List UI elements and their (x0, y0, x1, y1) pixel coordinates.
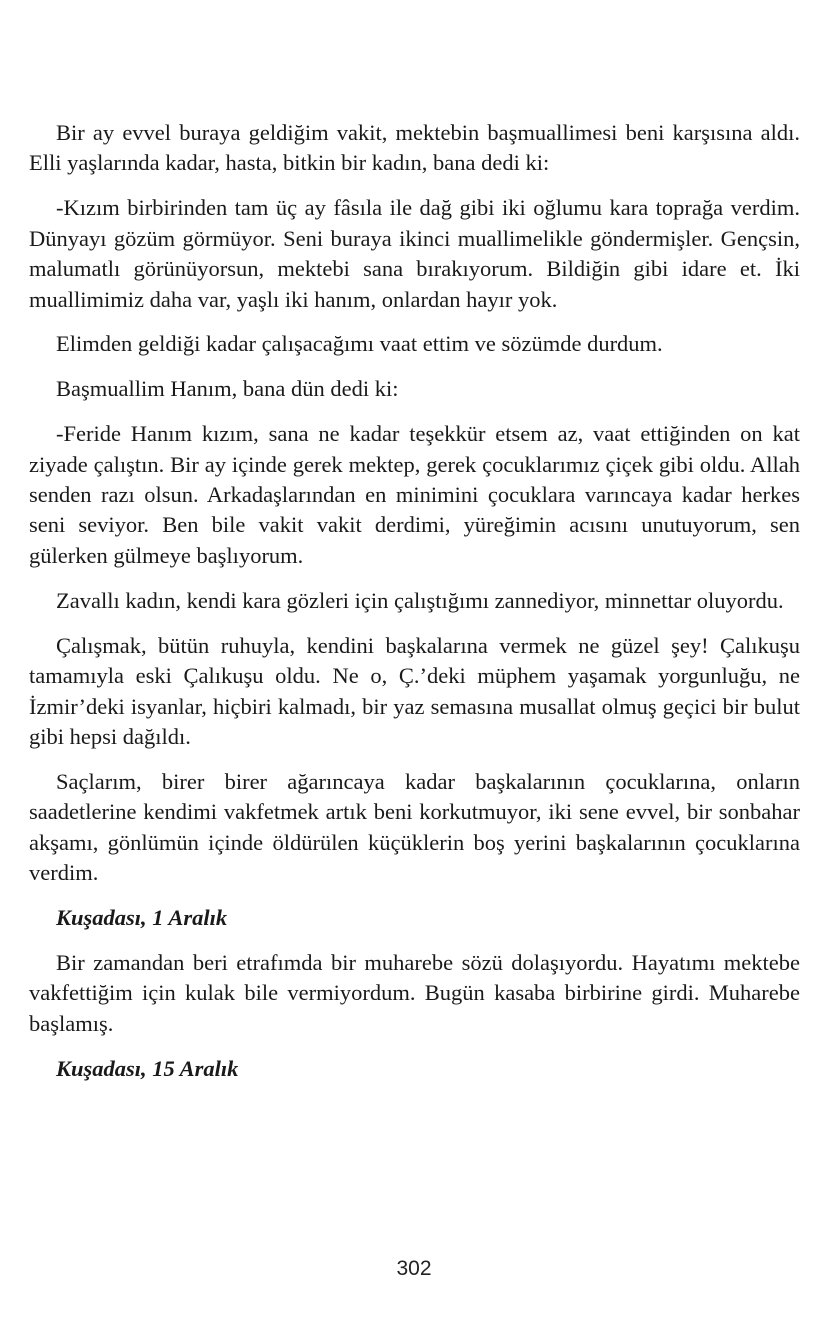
paragraph-8: Saçlarım, birer birer ağarıncaya kadar başkalarının çocuklarına, onların saadetlerine kendimi vakfetmek artık beni korkutmuyor, iki sene evvel, bir sonbahar akşamı, gönlümün içinde öldürülen küçüklerin boş yerini başkalarının çocuklarına verdim. (29, 768, 800, 886)
paragraph-3: Elimden geldiği kadar çalışacağımı vaat ettim ve sözümde durdum. (56, 331, 663, 357)
paragraph-9: Bir zamandan beri etrafımda bir muharebe sözü dolaşıyordu. Hayatımı mektebe vakfettiğim için kulak bile vermiyordum. Bugün kasaba birbirine girdi. Muharebe başlamış. (29, 949, 800, 1036)
paragraph-2: -Kızım birbirinden tam üç ay fâsıla ile dağ gibi iki oğlumu kara toprağa verdim. Dünyayı gözüm görmüyor. Seni buraya ikinci muallimelikle göndermişler. Gençsin, malumatlı görünüyorsun, mektebi sana bırakıyorum. Bildiğin gibi idare et. İki muallimimiz daha var, yaşlı iki hanım, onlardan hayır yok. (29, 195, 800, 312)
paragraph-6: Zavallı kadın, kendi kara gözleri için çalıştığımı zannediyor, minnettar oluyordu. (56, 587, 784, 613)
book-page-text (29, 118, 800, 1098)
diary-entry-heading-2: Kuşadası, 15 Aralık (56, 1055, 239, 1081)
paragraph-7: Çalışmak, bütün ruhuyla, kendini başkalarına vermek ne güzel şey! Çalıkuşu tamamıyla eski Çalıkuşu oldu. Ne o, Ç.’deki müphem yaşamak yorgunluğu, ne İzmir’deki isyanlar, hiçbiri kalmadı, bir yaz semasına musallat olmuş geçici bir bulut gibi hepsi dağıldı. (29, 632, 800, 749)
paragraph-5: -Feride Hanım kızım, sana ne kadar teşekkür etsem az, vaat ettiğinden on kat ziyade çalıştın. Bir ay içinde gerek mektep, gerek çocuklarımız çiçek gibi oldu. Allah senden razı olsun. Arkadaşlarından en minimini çocuklara varıncaya kadar herkes seni seviyor. Ben bile vakit vakit derdimi, yüreğimin acısını unutuyorum, sen gülerken gülmeye başlıyorum. (29, 421, 800, 568)
page-number: 302 (396, 1257, 432, 1280)
diary-entry-heading-1: Kuşadası, 1 Aralık (56, 904, 228, 930)
paragraph-4: Başmuallim Hanım, bana dün dedi ki: (56, 376, 399, 402)
paragraph-1: Bir ay evvel buraya geldiğim vakit, mektebin başmuallimesi beni karşısına aldı. Elli yaşlarında kadar, hasta, bitkin bir kadın, bana dedi ki: (29, 120, 800, 176)
